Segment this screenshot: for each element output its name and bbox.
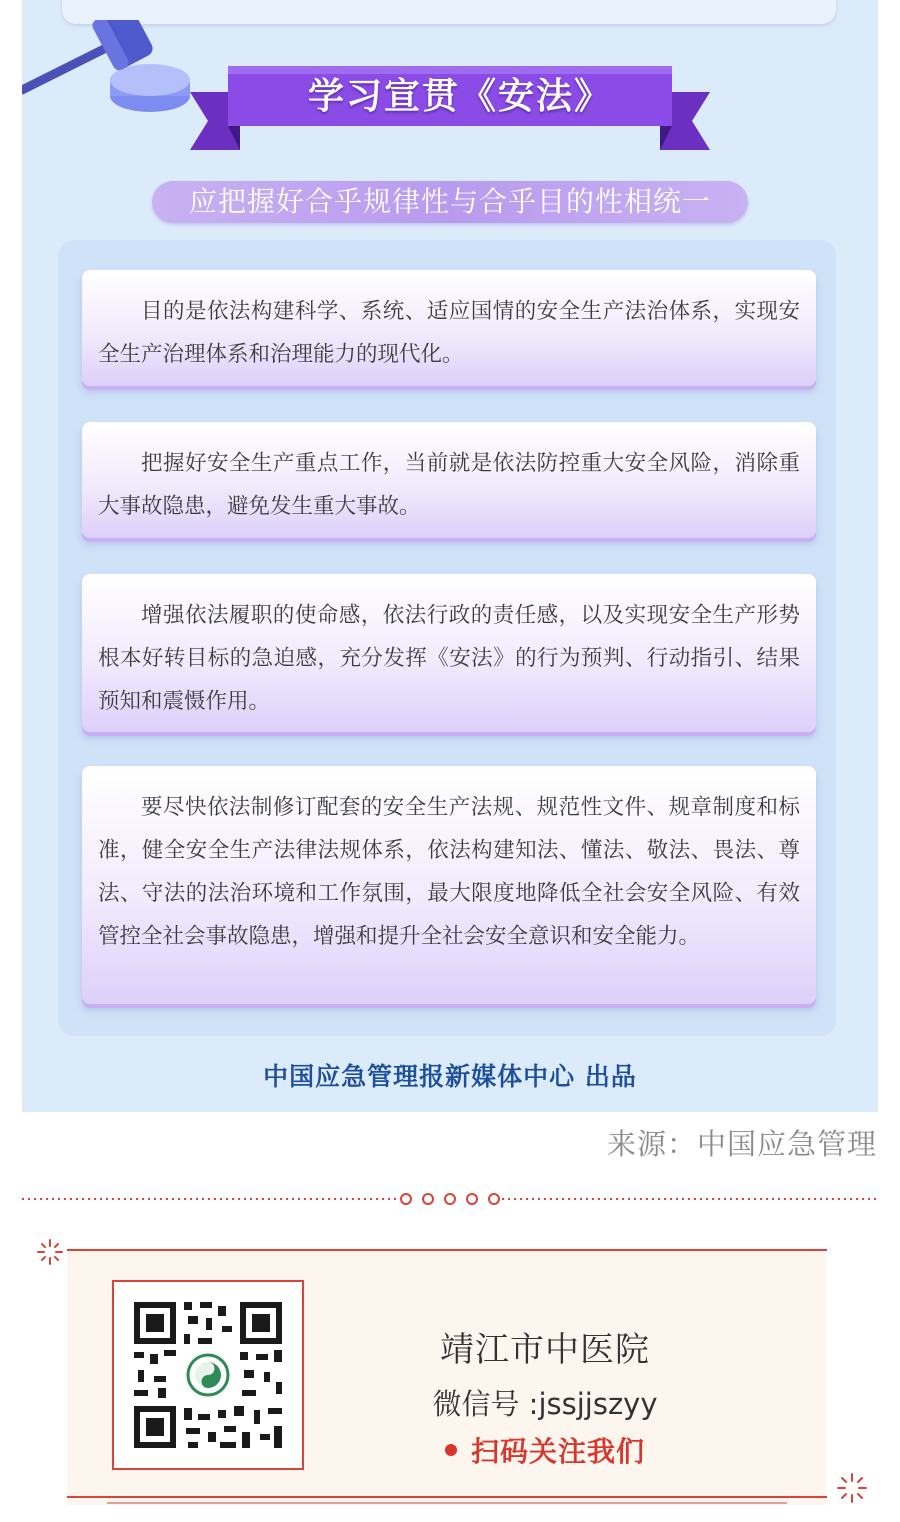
follow-text: 扫码关注我们	[470, 1435, 645, 1468]
qr-code-icon	[114, 1282, 302, 1468]
content-card	[82, 766, 816, 1004]
content-card	[82, 574, 816, 732]
sparkle-icon	[836, 1472, 868, 1504]
poster-subtitle: 应把握好合乎规律性与合乎目的性相统一	[152, 181, 748, 223]
card-text: 把握好安全生产重点工作，当前就是依法防控重大安全风险，消除重大事故隐患，避免发生重大事故。	[98, 451, 800, 519]
content-panel	[58, 240, 836, 1036]
content-card	[82, 270, 816, 386]
qr-code-frame[interactable]	[112, 1280, 304, 1470]
footer-bottom-rule	[67, 1495, 827, 1505]
poster-title: 学习宣贯《安法》	[307, 76, 612, 117]
dotted-divider	[22, 1189, 878, 1209]
bullet-dot-icon	[445, 1444, 457, 1456]
wechat-id: 微信号 :jssjjszyy	[432, 1387, 658, 1421]
poster	[22, 0, 878, 1112]
card-text: 要尽快依法制修订配套的安全生产法规、规范性文件、规章制度和标准，健全安全生产法律法规体系，依法构建知法、懂法、敬法、畏法、尊法、守法的法治环境和工作氛围，最大限度地降低全社会安全风险、有效管控全社会事故隐患，增强和提升全社会安全意识和安全能力。	[98, 795, 800, 949]
follow-prompt	[380, 1430, 710, 1470]
content-card	[82, 422, 816, 538]
hospital-name: 靖江市中医院	[440, 1330, 650, 1370]
gavel-icon	[22, 20, 202, 120]
card-text: 增强依法履职的使命感，依法行政的责任感，以及实现安全生产形势根本好转目标的急迫感，充分发挥《安法》的行为预判、行动指引、结果预知和震慑作用。	[98, 603, 800, 714]
publisher-credit: 中国应急管理报新媒体中心 出品	[263, 1062, 637, 1091]
source-line: 来源：中国应急管理	[606, 1127, 877, 1161]
sparkle-icon	[36, 1238, 64, 1266]
card-text: 目的是依法构建科学、系统、适应国情的安全生产法治体系，实现安全生产治理体系和治理能力的现代化。	[98, 299, 800, 367]
footer-top-rule	[67, 1248, 827, 1252]
